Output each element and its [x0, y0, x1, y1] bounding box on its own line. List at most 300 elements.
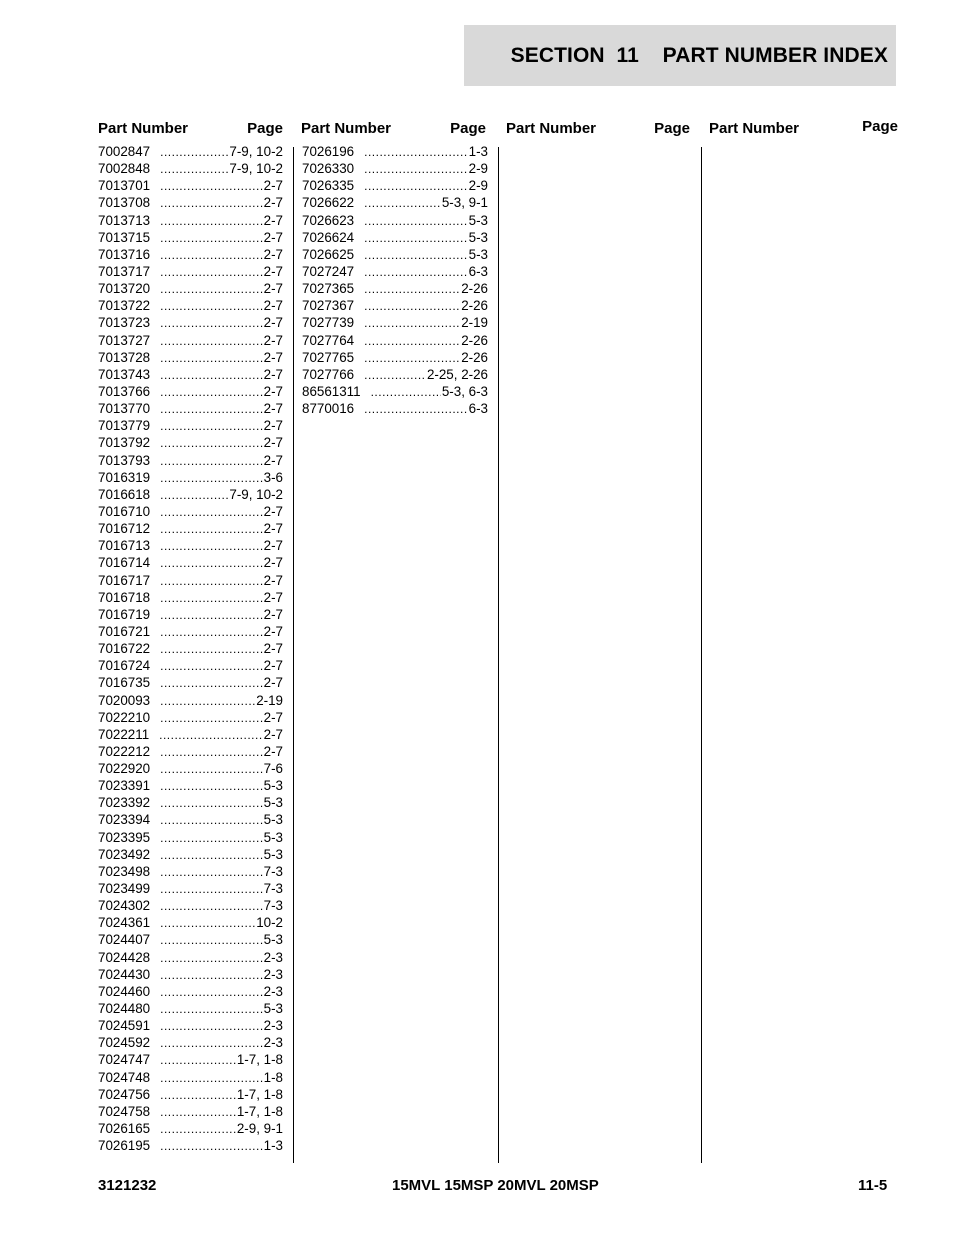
- entry-part-number: 7024302: [98, 898, 151, 914]
- index-entry: [98, 692, 283, 709]
- dot-leader: [160, 710, 263, 726]
- entry-page-ref: 2-7: [263, 178, 283, 194]
- entry-part-number: 7013715: [98, 229, 151, 245]
- dot-leader: [160, 1070, 263, 1086]
- index-entry: [302, 160, 488, 177]
- dot-leader: [364, 298, 460, 314]
- dot-leader: [160, 641, 263, 657]
- dot-leader: [364, 161, 468, 177]
- entry-page-ref: 2-7: [263, 452, 283, 468]
- index-entry: [98, 400, 283, 417]
- dot-leader: [160, 1087, 236, 1103]
- entry-page-ref: 2-19: [256, 692, 283, 708]
- entry-page-ref: 5-3: [468, 212, 488, 228]
- dot-leader: [160, 847, 263, 863]
- entry-page-ref: 2-7: [263, 538, 283, 554]
- dot-leader: [160, 247, 263, 263]
- index-entry: [98, 743, 283, 760]
- entry-part-number: 7016718: [98, 589, 151, 605]
- entry-page-ref: 2-9, 9-1: [236, 1121, 283, 1137]
- dot-leader: [160, 144, 228, 160]
- entry-page-ref: 5-3: [468, 229, 488, 245]
- entry-part-number: 7023395: [98, 829, 151, 845]
- entry-page-ref: 2-7: [263, 298, 283, 314]
- entry-part-number: 7024591: [98, 1018, 151, 1034]
- dot-leader: [160, 778, 263, 794]
- entry-part-number: 7013716: [98, 246, 151, 262]
- index-entry: [98, 657, 283, 674]
- entry-part-number: 7027365: [302, 281, 355, 297]
- dot-leader: [160, 1138, 263, 1154]
- entry-part-number: 7022212: [98, 743, 151, 759]
- index-entry: [98, 366, 283, 383]
- entry-part-number: 7026622: [302, 195, 355, 211]
- entry-part-number: 7023499: [98, 881, 151, 897]
- entry-page-ref: 6-3: [468, 401, 488, 417]
- dot-leader: [160, 950, 263, 966]
- column-heading-1: [98, 118, 283, 138]
- index-entry: [302, 314, 488, 331]
- dot-leader: [364, 401, 468, 417]
- entry-page-ref: 2-3: [263, 983, 283, 999]
- index-column-1: [98, 143, 283, 1154]
- index-entry: [98, 674, 283, 691]
- entry-page-ref: 2-26: [461, 298, 488, 314]
- entry-part-number: 7002847: [98, 144, 151, 159]
- entry-part-number: 7016735: [98, 675, 151, 691]
- heading-page: Page: [247, 120, 283, 137]
- column-heading-3: [506, 118, 690, 138]
- entry-part-number: 7013701: [98, 178, 151, 194]
- entry-part-number: 7026624: [302, 229, 355, 245]
- entry-part-number: 7024748: [98, 1069, 151, 1085]
- dot-leader: [364, 281, 460, 297]
- index-entry: [302, 349, 488, 366]
- index-entry: [98, 880, 283, 897]
- entry-page-ref: 2-7: [263, 641, 283, 657]
- entry-part-number: 7016319: [98, 469, 151, 485]
- index-entry: [98, 983, 283, 1000]
- index-entry: [98, 452, 283, 469]
- entry-page-ref: 5-3: [263, 1001, 283, 1017]
- heading-page: Page: [862, 118, 898, 135]
- dot-leader: [160, 1052, 236, 1068]
- dot-leader: [160, 555, 263, 571]
- entry-part-number: 7016717: [98, 572, 151, 588]
- index-entry: [98, 263, 283, 280]
- entry-part-number: 7016710: [98, 503, 151, 519]
- index-entry: [98, 777, 283, 794]
- entry-page-ref: 5-3: [263, 846, 283, 862]
- index-entry: [302, 177, 488, 194]
- entry-part-number: 7024756: [98, 1086, 151, 1102]
- entry-page-ref: 2-7: [263, 589, 283, 605]
- index-entry: [302, 332, 488, 349]
- index-entry: [98, 794, 283, 811]
- dot-leader: [160, 881, 263, 897]
- index-entry: [302, 297, 488, 314]
- index-entry: [98, 1137, 283, 1154]
- entry-page-ref: 7-6: [263, 761, 283, 777]
- entry-page-ref: 7-9, 10-2: [229, 161, 283, 177]
- entry-part-number: 7027739: [302, 315, 355, 331]
- entry-part-number: 7027247: [302, 263, 355, 279]
- entry-page-ref: 2-7: [263, 521, 283, 537]
- entry-part-number: 7026330: [302, 161, 355, 177]
- dot-leader: [160, 315, 263, 331]
- dot-leader: [160, 658, 263, 674]
- entry-part-number: 7013722: [98, 298, 151, 314]
- entry-part-number: 7026196: [302, 144, 355, 159]
- entry-part-number: 7016712: [98, 521, 151, 537]
- entry-part-number: 7026625: [302, 246, 355, 262]
- dot-leader: [160, 607, 263, 623]
- dot-leader: [364, 315, 460, 331]
- index-entry: [98, 1103, 283, 1120]
- column-divider: [498, 147, 499, 1163]
- dot-leader: [160, 932, 263, 948]
- entry-part-number: 7016618: [98, 486, 151, 502]
- index-entry: [98, 914, 283, 931]
- entry-part-number: 7024592: [98, 1035, 151, 1051]
- entry-page-ref: 1-7, 1-8: [236, 1052, 283, 1068]
- entry-page-ref: 2-7: [263, 212, 283, 228]
- entry-part-number: 7020093: [98, 692, 151, 708]
- index-entry: [98, 469, 283, 486]
- dot-leader: [364, 264, 468, 280]
- entry-page-ref: 2-26: [461, 349, 488, 365]
- entry-page-ref: 5-3: [263, 932, 283, 948]
- entry-page-ref: 7-3: [263, 863, 283, 879]
- entry-part-number: 7027367: [302, 298, 355, 314]
- index-entry: [98, 160, 283, 177]
- index-entry: [98, 811, 283, 828]
- dot-leader: [371, 384, 441, 400]
- entry-part-number: 7023392: [98, 795, 151, 811]
- dot-leader: [160, 864, 263, 880]
- entry-page-ref: 2-7: [263, 743, 283, 759]
- entry-part-number: 7026165: [98, 1121, 151, 1137]
- index-entry: [98, 280, 283, 297]
- index-entry: [98, 314, 283, 331]
- index-entry: [98, 1069, 283, 1086]
- entry-page-ref: 2-7: [263, 555, 283, 571]
- entry-page-ref: 2-7: [263, 332, 283, 348]
- dot-leader: [160, 915, 255, 931]
- dot-leader: [160, 453, 263, 469]
- index-entry: [98, 640, 283, 657]
- heading-page: Page: [450, 120, 486, 137]
- entry-part-number: 8770016: [302, 401, 355, 417]
- dot-leader: [364, 195, 441, 211]
- entry-part-number: 7022211: [98, 726, 150, 742]
- entry-page-ref: 2-9: [468, 178, 488, 194]
- entry-part-number: 7027764: [302, 332, 355, 348]
- heading-part-number: Part Number: [709, 120, 800, 137]
- index-entry: [98, 297, 283, 314]
- index-entry: [98, 1051, 283, 1068]
- entry-page-ref: 2-7: [263, 229, 283, 245]
- heading-part-number: Part Number: [301, 120, 392, 137]
- entry-page-ref: 2-7: [263, 675, 283, 691]
- column-divider: [293, 147, 294, 1163]
- dot-leader: [160, 487, 228, 503]
- dot-leader: [160, 967, 263, 983]
- heading-part-number: Part Number: [506, 120, 597, 137]
- dot-leader: [160, 1018, 263, 1034]
- index-entry: [98, 417, 283, 434]
- dot-leader: [160, 761, 263, 777]
- index-entry: [98, 760, 283, 777]
- entry-part-number: 7013713: [98, 212, 151, 228]
- entry-page-ref: 1-7, 1-8: [236, 1103, 283, 1119]
- dot-leader: [364, 367, 426, 383]
- dot-leader: [364, 350, 460, 366]
- entry-part-number: 7022210: [98, 709, 151, 725]
- dot-leader: [160, 213, 263, 229]
- entry-page-ref: 5-3, 9-1: [441, 195, 488, 211]
- index-entry: [98, 349, 283, 366]
- entry-page-ref: 2-7: [263, 418, 283, 434]
- entry-page-ref: 7-3: [263, 898, 283, 914]
- dot-leader: [160, 178, 263, 194]
- entry-page-ref: 3-6: [263, 469, 283, 485]
- entry-part-number: 7013727: [98, 332, 151, 348]
- entry-page-ref: 2-19: [461, 315, 488, 331]
- entry-part-number: 7024428: [98, 949, 151, 965]
- entry-part-number: 7013728: [98, 349, 151, 365]
- entry-part-number: 7026195: [98, 1138, 151, 1154]
- index-entry: [302, 194, 488, 211]
- dot-leader: [160, 1104, 236, 1120]
- dot-leader: [160, 504, 263, 520]
- entry-part-number: 7013717: [98, 263, 151, 279]
- index-entry: [98, 229, 283, 246]
- entry-page-ref: 2-7: [263, 606, 283, 622]
- dot-leader: [160, 573, 263, 589]
- entry-part-number: 7016724: [98, 658, 151, 674]
- entry-page-ref: 2-7: [263, 315, 283, 331]
- index-entry: [98, 434, 283, 451]
- dot-leader: [160, 195, 263, 211]
- entry-page-ref: 5-3: [263, 812, 283, 828]
- entry-part-number: 7013792: [98, 435, 151, 451]
- entry-page-ref: 2-3: [263, 1018, 283, 1034]
- column-heading-4: [709, 116, 898, 136]
- index-entry: [98, 846, 283, 863]
- entry-part-number: 7023492: [98, 846, 151, 862]
- index-entry: [302, 383, 488, 400]
- entry-part-number: 7024361: [98, 915, 151, 931]
- entry-part-number: 7016721: [98, 623, 151, 639]
- index-entry: [98, 520, 283, 537]
- entry-page-ref: 2-3: [263, 949, 283, 965]
- dot-leader: [160, 812, 263, 828]
- entry-page-ref: 5-3: [263, 778, 283, 794]
- index-entry: [302, 143, 488, 160]
- index-entry: [98, 1086, 283, 1103]
- index-entry: [98, 709, 283, 726]
- entry-page-ref: 7-9, 10-2: [229, 486, 283, 502]
- index-entry: [98, 1000, 283, 1017]
- entry-page-ref: 2-7: [263, 383, 283, 399]
- dot-leader: [160, 1121, 236, 1137]
- heading-page: Page: [654, 120, 690, 137]
- footer-models: 15MVL 15MSP 20MVL 20MSP: [392, 1177, 599, 1194]
- section-title: SECTION 11 PART NUMBER INDEX: [510, 43, 888, 67]
- dot-leader: [160, 470, 263, 486]
- entry-part-number: 7016719: [98, 606, 151, 622]
- dot-leader: [160, 675, 263, 691]
- index-entry: [98, 726, 283, 743]
- index-entry: [98, 1034, 283, 1051]
- entry-page-ref: 2-7: [263, 263, 283, 279]
- entry-part-number: 7013720: [98, 281, 151, 297]
- entry-page-ref: 5-3: [263, 795, 283, 811]
- dot-leader: [160, 350, 263, 366]
- entry-page-ref: 10-2: [256, 915, 283, 931]
- dot-leader: [160, 230, 263, 246]
- dot-leader: [364, 178, 468, 194]
- dot-leader: [160, 384, 263, 400]
- dot-leader: [160, 521, 263, 537]
- entry-page-ref: 2-7: [263, 623, 283, 639]
- dot-leader: [159, 727, 263, 743]
- entry-page-ref: 2-7: [263, 195, 283, 211]
- entry-page-ref: 2-7: [263, 572, 283, 588]
- index-entry: [302, 280, 488, 297]
- index-entry: [98, 537, 283, 554]
- entry-part-number: 7013793: [98, 452, 151, 468]
- dot-leader: [160, 624, 263, 640]
- dot-leader: [364, 144, 468, 160]
- entry-part-number: 7013723: [98, 315, 151, 331]
- entry-page-ref: 2-26: [461, 281, 488, 297]
- entry-part-number: 7024747: [98, 1052, 151, 1068]
- entry-part-number: 7027765: [302, 349, 355, 365]
- dot-leader: [160, 590, 263, 606]
- entry-part-number: 86561311: [302, 383, 361, 399]
- column-divider: [701, 147, 702, 1163]
- index-entry: [98, 177, 283, 194]
- dot-leader: [160, 693, 255, 709]
- dot-leader: [160, 435, 263, 451]
- entry-page-ref: 2-7: [263, 246, 283, 262]
- dot-leader: [160, 1035, 263, 1051]
- dot-leader: [160, 898, 263, 914]
- entry-page-ref: 2-3: [263, 966, 283, 982]
- dot-leader: [364, 230, 468, 246]
- index-entry: [98, 863, 283, 880]
- index-entry: [98, 1120, 283, 1137]
- entry-page-ref: 6-3: [468, 263, 488, 279]
- index-entry: [98, 212, 283, 229]
- index-entry: [98, 143, 283, 160]
- entry-part-number: 7023394: [98, 812, 151, 828]
- index-entry: [98, 623, 283, 640]
- entry-part-number: 7016722: [98, 641, 151, 657]
- index-entry: [98, 246, 283, 263]
- entry-part-number: 7016714: [98, 555, 151, 571]
- entry-part-number: 7002848: [98, 161, 151, 177]
- index-entry: [98, 931, 283, 948]
- entry-page-ref: 5-3, 6-3: [441, 383, 488, 399]
- index-entry: [98, 194, 283, 211]
- footer-page-number: 11-5: [858, 1177, 888, 1194]
- index-entry: [98, 486, 283, 503]
- entry-page-ref: 2-7: [263, 366, 283, 382]
- footer-doc-number: 3121232: [98, 1177, 157, 1194]
- index-entry: [98, 332, 283, 349]
- dot-leader: [160, 367, 263, 383]
- section-header: [464, 25, 896, 86]
- index-entry: [302, 263, 488, 280]
- entry-page-ref: 1-7, 1-8: [236, 1086, 283, 1102]
- entry-page-ref: 1-3: [468, 144, 488, 159]
- column-heading-2: [301, 118, 486, 138]
- entry-page-ref: 2-26: [461, 332, 488, 348]
- entry-part-number: 7024407: [98, 932, 151, 948]
- index-entry: [302, 229, 488, 246]
- dot-leader: [160, 830, 263, 846]
- heading-part-number: Part Number: [98, 120, 189, 137]
- index-entry: [98, 572, 283, 589]
- entry-part-number: 7023391: [98, 778, 151, 794]
- entry-page-ref: 1-3: [263, 1138, 283, 1154]
- dot-leader: [160, 298, 263, 314]
- index-entry: [302, 400, 488, 417]
- dot-leader: [160, 538, 263, 554]
- entry-page-ref: 2-7: [263, 709, 283, 725]
- entry-part-number: 7026623: [302, 212, 355, 228]
- dot-leader: [364, 333, 460, 349]
- entry-page-ref: 7-9, 10-2: [229, 144, 283, 159]
- entry-page-ref: 2-7: [263, 349, 283, 365]
- dot-leader: [160, 984, 263, 1000]
- entry-page-ref: 7-3: [263, 881, 283, 897]
- entry-part-number: 7013708: [98, 195, 151, 211]
- entry-page-ref: 1-8: [263, 1069, 283, 1085]
- entry-part-number: 7013779: [98, 418, 151, 434]
- index-entry: [98, 966, 283, 983]
- index-entry: [302, 366, 488, 383]
- entry-part-number: 7026335: [302, 178, 355, 194]
- dot-leader: [160, 1001, 263, 1017]
- index-entry: [98, 829, 283, 846]
- entry-page-ref: 2-7: [263, 435, 283, 451]
- index-entry: [98, 949, 283, 966]
- index-entry: [302, 212, 488, 229]
- dot-leader: [160, 264, 263, 280]
- entry-part-number: 7024758: [98, 1103, 151, 1119]
- entry-part-number: 7024480: [98, 1001, 151, 1017]
- entry-part-number: 7013770: [98, 401, 151, 417]
- entry-part-number: 7023498: [98, 863, 151, 879]
- entry-part-number: 7016713: [98, 538, 151, 554]
- entry-part-number: 7024460: [98, 983, 151, 999]
- index-entry: [98, 606, 283, 623]
- index-entry: [98, 1017, 283, 1034]
- entry-part-number: 7022920: [98, 761, 151, 777]
- dot-leader: [160, 418, 263, 434]
- index-entry: [302, 246, 488, 263]
- dot-leader: [160, 744, 263, 760]
- dot-leader: [364, 247, 468, 263]
- dot-leader: [364, 213, 468, 229]
- entry-part-number: 7024430: [98, 966, 151, 982]
- entry-page-ref: 2-7: [263, 658, 283, 674]
- dot-leader: [160, 401, 263, 417]
